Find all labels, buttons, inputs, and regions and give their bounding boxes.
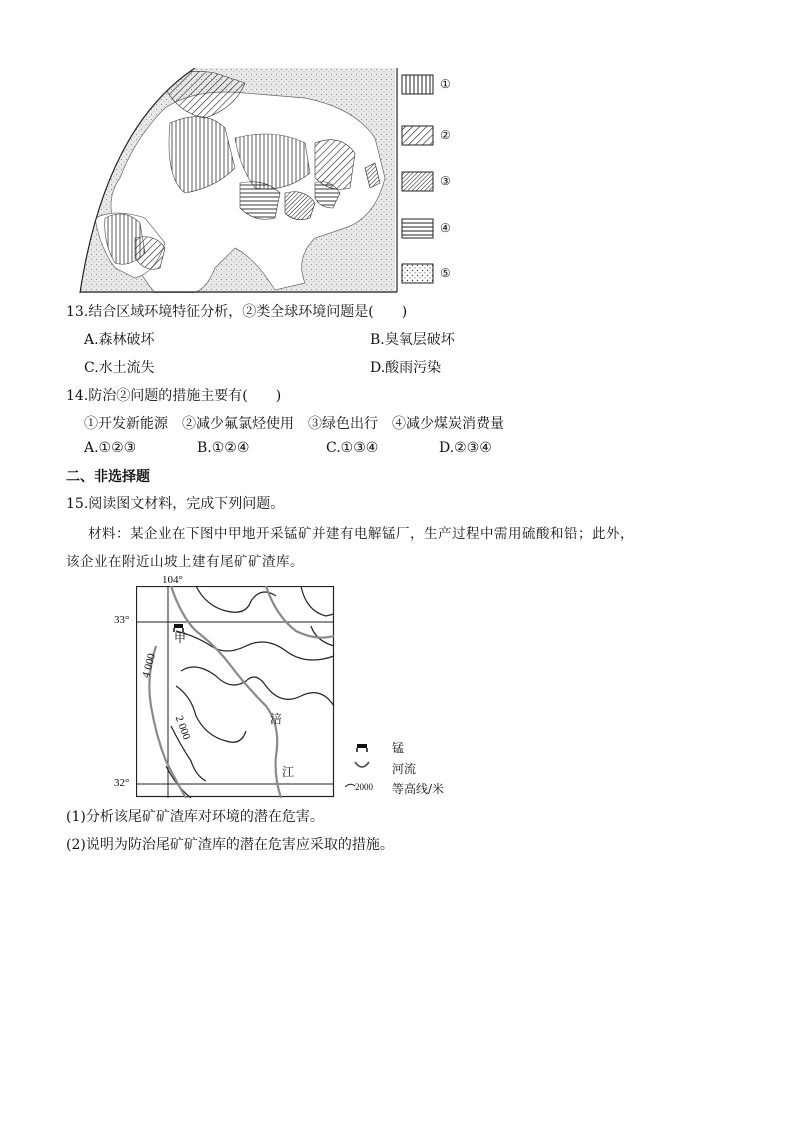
material-line-2: 该企业在附近山坡上建有尾矿矿渣库。 — [66, 554, 304, 570]
q13-option-a: A.森林破坏 — [84, 332, 155, 348]
legend-label-2: ② — [440, 128, 451, 142]
river-char-jiang: 江 — [282, 765, 295, 779]
legend-contour: 等高线/米 — [392, 782, 445, 796]
q14-measures: ①开发新能源 ②减少氟氯烃使用 ③绿色出行 ④减少煤炭消费量 — [84, 416, 504, 432]
q15-subquestion-1: (1)分析该尾矿矿渣库对环境的潜在危害。 — [66, 809, 324, 825]
topographic-map — [136, 586, 336, 798]
q15-subquestion-2: (2)说明为防治尾矿矿渣库的潜在危害应采取的措施。 — [66, 837, 394, 853]
longitude-label: 104° — [162, 574, 183, 586]
contour-4000-label: 4 000 — [140, 652, 158, 680]
question-15-stem: 15.阅读图文材料，完成下列问题。 — [66, 496, 285, 512]
q14-option-c: C.①③④ — [326, 440, 379, 456]
legend-contour-value: 2000 — [355, 782, 373, 792]
legend-label-3: ③ — [440, 174, 451, 188]
q13-option-c: C.水土流失 — [84, 360, 155, 376]
q14-option-b: B.①②④ — [197, 440, 250, 456]
section-heading: 二、非选择题 — [66, 469, 150, 485]
question-14-stem: 14.防治②问题的措施主要有( ) — [66, 388, 282, 404]
q14-option-d: D.②③④ — [439, 440, 492, 456]
legend-label-1: ① — [440, 77, 451, 91]
latitude-bottom-label: 32° — [114, 777, 130, 789]
legend-label-4: ④ — [440, 221, 451, 235]
river-char-fu: 涪 — [270, 712, 283, 726]
legend-mn: 锰 — [392, 741, 405, 755]
latitude-top-label: 33° — [114, 614, 130, 626]
legend-river: 河流 — [392, 762, 417, 776]
contour-2000-label: 2 000 — [172, 714, 193, 742]
legend-label-5: ⑤ — [440, 266, 451, 280]
environment-problem-map — [75, 68, 405, 293]
q13-option-d: D.酸雨污染 — [370, 360, 442, 376]
legend-swatches — [401, 74, 435, 284]
material-line-1: 材料：某企业在下图中甲地开采锰矿并建有电解锰厂，生产过程中需用硫酸和铅；此外， — [88, 526, 634, 542]
q13-option-b: B.臭氧层破坏 — [370, 332, 455, 348]
q14-option-a: A.①②③ — [84, 440, 137, 456]
site-jia-label: 甲 — [174, 631, 187, 645]
question-13-stem: 13.结合区域环境特征分析，②类全球环境问题是( ) — [66, 304, 408, 320]
